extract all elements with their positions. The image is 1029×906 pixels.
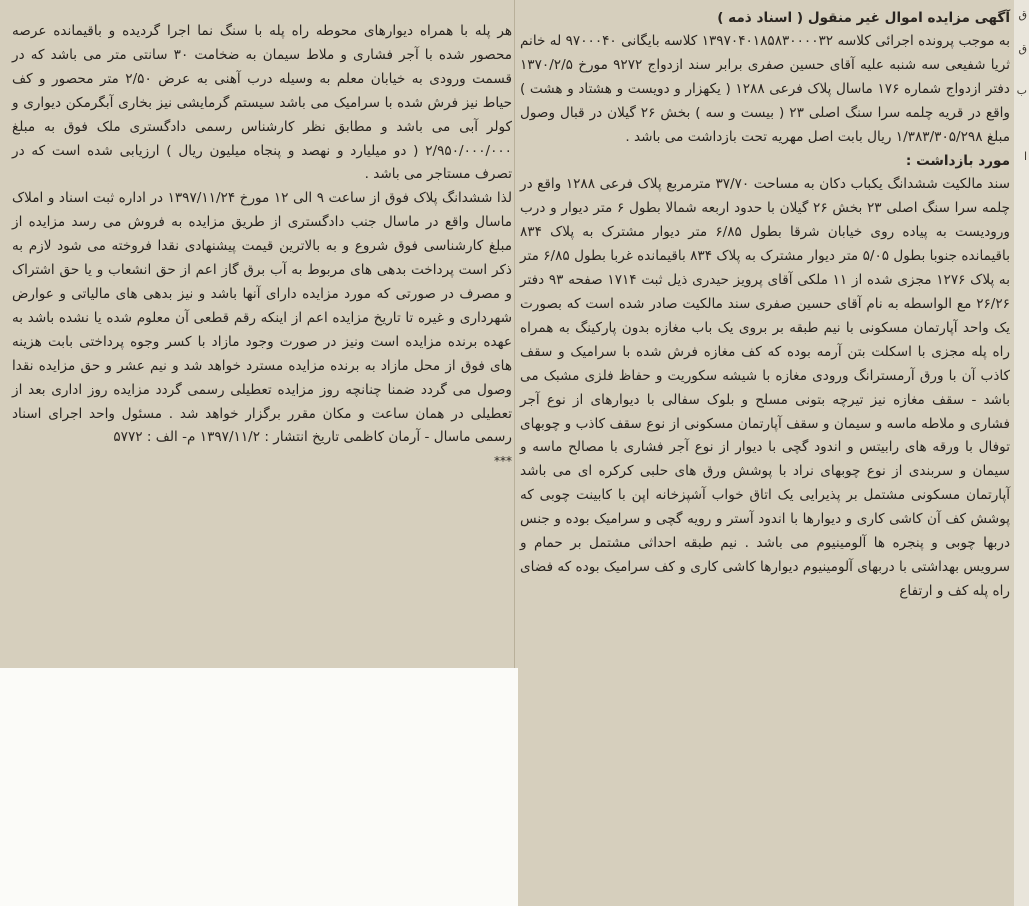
notice-paragraph: سند مالکیت ششدانگ یکباب دکان به مساحت ۳۷/۷۰ مترمربع پلاک فرعی ۱۲۸۸ واقع در چلمه سرا سنگ اصلی ۲۳ بخش ۲۶ گیلان با حدود اربعه شمالا بطول ۶ متر دیوار و درب ورودیست به پیاده روی خیابان شرقا بطول ۶/۸۵ متر دیوار مشترک به پلاک ۸۳۴ باقیمانده جنوبا بطول ۵/۰۵ متر دیوار مشترک به پلاک ۸۳۴ باقیمانده غربا بطول ۶/۸۵ متر به پلاک ۱۲۷۶ مجزی شده از ۱۱ ملکی آقای پرویز حیدری ذیل ثبت ۱۷۱۴ صفحه ۹۳ دفتر ۲۶/۲۶ مع الواسطه به نام آقای حسین صفری سند مالکیت صادر شده است که بصورت یک واحد آپارتمان مسکونی با نیم طبقه بر بروی یک باب مغازه بدون پارکینگ به همراه راه پله مجزی با اسکلت بتن آرمه بوده که کف مغازه فرش شده با سرامیک و سقف کاذب آن با ورق آرمسترانگ ورودی مغازه با شیشه سکوریت و حفاظ فلزی مشبک می باشد - سقف مغازه نیز تیرچه بتونی مسلح و بلوک سفالی با دیوارهای از نوع آجر فشاری و ملاطه ماسه و سیمان و سقف آپارتمان مسکونی از نوع سقف کاذب و چوبهای توفال با ورقه های رابیتس و اندود گچی با دیوار از نوع آجر فشاری با مصالح ماسه و سیمان و سربندی از نوع چوبهای نراد با پوشش ورق های حلبی کرکره ای می باشد آپارتمان مسکونی مشتمل بر پذیرایی یک اتاق خواب آشپزخانه اپن با کابینت چوبی که پوشش کف آن کاشی کاری و دیوارها با اندود آستر و رویه گچی و سرامیک بوده و جنس دربها چوبی و پنجره ها آلومینیوم می باشد . نیم طبقه احداثی مشتمل بر حمام و سرویس بهداشتی با دربهای آلومینیوم دیوارها کاشی کاری و کف سرامیک بوده که فضای راه پله کف و ارتفاع [520, 176, 1011, 599]
column-divider [514, 0, 515, 668]
notice-paragraph: هر پله با همراه دیوارهای محوطه راه پله با سنگ نما اجرا گردیده و باقیمانده عرصه محصور شده با آجر فشاری و ملاط سیمان به ضخامت ۳۰ سانتی متر می باشد که در قسمت ورودی به خیابان معلم به وسیله درب آهنی به عرض ۲/۵۰ متر محصور و کف حیاط نیز فرش شده با سرامیک می باشد سیستم گرمایشی نیز بخاری آبگرمکن دیواری و کولر آبی می باشد و مطابق نظر کارشناس رسمی دادگستری ملک فوق به مبلغ ۲/۹۵۰/۰۰۰/۰۰۰ ( دو میلیارد و نهصد و پنجاه میلیون ریال ) ارزیابی شده است که در تصرف مستاجر می باشد . [12, 23, 512, 183]
fragment-char: ب [1016, 84, 1027, 97]
notice-column-right [520, 30, 1010, 604]
blank-area [0, 668, 518, 906]
end-mark: *** [494, 454, 512, 469]
notice-column-left [12, 20, 512, 474]
notice-paragraph: به موجب پرونده اجرائی کلاسه ۱۳۹۷۰۴۰۱۸۵۸۳۰۰۰۰۳۲ کلاسه بایگانی ۹۷۰۰۰۴۰ له خانم ثریا شفیعی سه شنبه علیه آقای حسین صفری برابر سند ازدواج ۹۲۷۲ مورخ ۱۳۷۰/۲/۵ دفتر ازدواج شماره ۱۷۶ ماسال پلاک فرعی ۱۲۸۸ ( یکهزار و دویست و هشتاد و هشت ) واقع در قریه چلمه سرا سنگ اصلی ۲۳ ( بیست و سه ) بخش ۲۶ گیلان در قبال وصول مبلغ ۱/۳۸۳/۳۰۵/۲۹۸ ریال بابت اصل مهریه تحت بازداشت می باشد . [520, 33, 1010, 145]
notice-heading: آگهی مزایده اموال غیر منقول ( اسناد ذمه ) [717, 10, 1010, 26]
fragment-char: ق [1018, 42, 1027, 55]
notice-paragraph: لذا ششدانگ پلاک فوق از ساعت ۹ الی ۱۲ مورخ ۱۳۹۷/۱۱/۲۴ در اداره ثبت اسناد و املاک ماسال واقع در ماسال جنب دادگستری از طریق مزایده به فروش می رسد مزایده از مبلغ کارشناسی فوق شروع و به بالاترین قیمت پیشنهادی نقدا فروخته می شود لازم به ذکر است پرداخت بدهی های مربوط به آب برق گاز اعم از حق انشعاب و یا حق اشتراک و مصرف در صورتی که مورد مزایده دارای آنها باشد و نیز بدهی های مالیاتی و عوارض شهرداری و غیره تا تاریخ مزایده اعم از اینکه رقم قطعی آن معلوم شده یا نشده باشد به عهده برنده مزایده است ونیز در صورت وجود مازاد با کسر وجوه پرداختی بابت هزینه های فوق از محل مازاد به برنده مزایده مسترد خواهد شد و نیم عشر و حق مزایده نقدا وصول می گردد ضمنا چنانچه روز مزایده تعطیلی رسمی گردد مزایده روز اداری بعد از تعطیلی در همان ساعت و مکان مقرر برگزار خواهد شد . مسئول واحد اجرای اسناد رسمی ماسال - آرمان کاظمی تاریخ انتشار : ۱۳۹۷/۱۱/۲ م- الف : ۵۷۷۲ [12, 190, 512, 446]
fragment-char: ا [1023, 150, 1027, 163]
fragment-char: ق [1018, 8, 1027, 21]
notice-subheading: مورد بازداشت : [905, 152, 1010, 169]
adjacent-column-fragment [1014, 0, 1029, 906]
